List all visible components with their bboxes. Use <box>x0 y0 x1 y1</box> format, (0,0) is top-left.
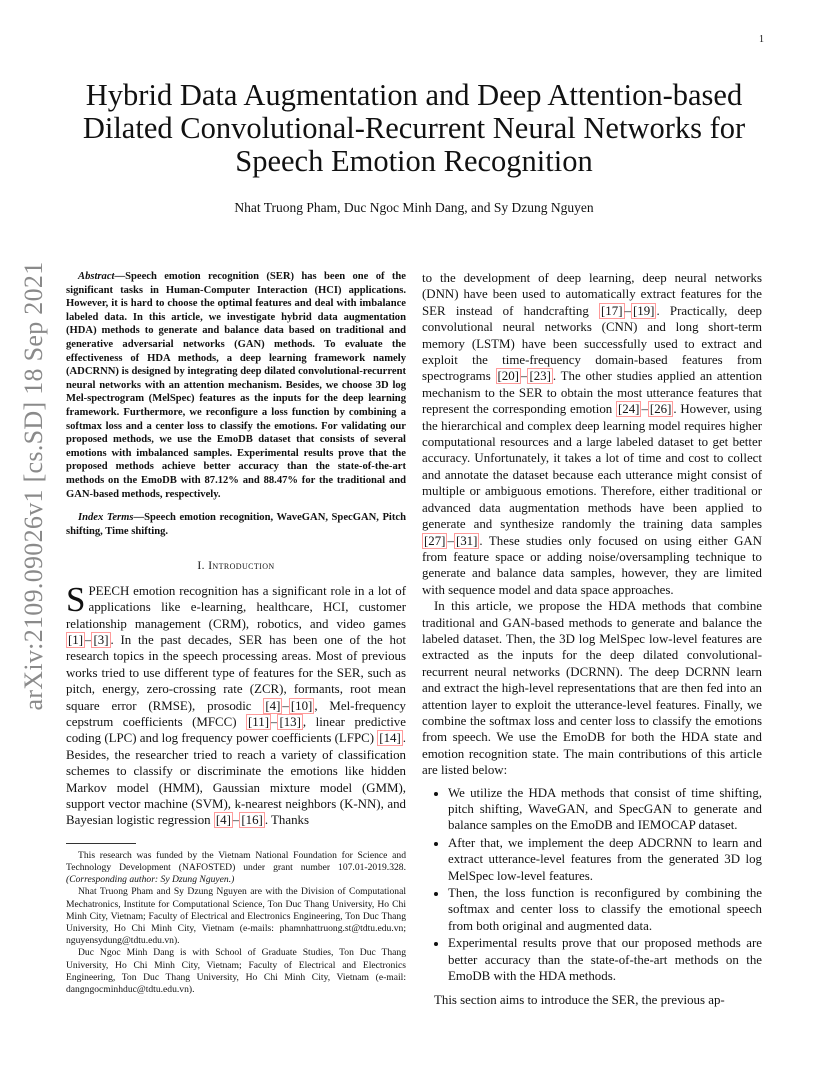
body-text: to the development of deep learning, deep neural networks (DNN) have been used to automatically extract features for the SER instead of handcrafting <box>422 271 762 318</box>
abstract <box>66 270 406 501</box>
section-title: Introduction <box>208 560 275 573</box>
citation-link[interactable]: [31] <box>455 533 478 548</box>
citation-link[interactable]: [16] <box>241 813 263 828</box>
citation-link[interactable]: [23] <box>529 369 551 384</box>
dash: – <box>624 303 631 318</box>
dash: – <box>232 813 240 828</box>
right-paragraph-2: In this article, we propose the HDA methods that combine traditional and GAN-based methods to generate and balance the labeled dataset. Then, the 3D log MelSpec low-level features are extracted as the inputs for the deep dilated convolutional-recurrent neural networks (DCRNN). The deep DCRNN learn and extract the high-level representations that are then fed into an attention layer to exploit the utterance-level features. Finally, we combine the softmax loss and center loss to classify the emotions from speech. We use the EmoDB for both the HDA state and emotion recognition state. The main contributions of this article are listed below: <box>422 599 762 778</box>
intro-text: . In the past decades, SER has been one of the hot research topics in the speech processing areas. Most of previous works tried to use different type of features for the SER, such as pitch, energy, zero-crossing rate (ZCR), formants, root mean square error (RMSE), prosodic <box>66 632 406 713</box>
list-item: • Then, the loss function is reconfigured by combining the softmax and center loss to classify the emotional speech from both original and augmented data. <box>448 885 762 934</box>
citation-link[interactable]: [4] <box>215 813 231 828</box>
abstract-text: —Speech emotion recognition (SER) has been one of the significant tasks in Human-Computer Interaction (HCI) applications. However, it is hard to choose the optimal features and deal with imbalance labeled data. In this article, we investigate hybrid data augmentation (HDA) methods to generate and balance data based on traditional and generative adversarial networks (GAN) methods. To evaluate the effectiveness of HDA methods, a deep learning framework namely (ADCRNN) is designed by integrating deep dilated convolutional-recurrent neural networks with an attention mechanism. Besides, we choose 3D log Mel-spectrogram (MelSpec) features as the inputs for the deep learning framework. Furthermore, we reconfigure a loss function by combining a softmax loss and a center loss to classify the emotions. For validating our proposed methods, we use the EmoDB dataset that consists of several emotions with imbalanced samples. Experimental results prove that the proposed methods achieve better accuracy than the state-of-the-art methods on the EmoDB with 87.12% and 88.47% for the traditional and GAN-based methods, respectively. <box>66 271 406 500</box>
citation-link[interactable]: [1] <box>68 632 84 647</box>
footnote-rule <box>66 843 136 844</box>
body-text: . These studies only focused on using either GAN from feature space or adding noise/oversampling technique to generate and balance data samples, however, they are limited with sequence model and data space approaches. <box>422 533 762 597</box>
intro-text: PEECH emotion recognition has a significant role in a lot of applications like e-learning, healthcare, HCI, customer relationship management (CRM), robotics, and video games <box>66 583 406 631</box>
body-text: . Practically, deep convolutional neural networks (CNN) and long short-term memory (LSTM) have been successfully used to extract and exploit the time-frequency domain-based features from spectrograms <box>422 303 762 384</box>
index-terms <box>66 511 406 538</box>
citation-link[interactable]: [19] <box>632 303 655 318</box>
intro-paragraph <box>66 579 406 829</box>
citation-link[interactable]: [13] <box>279 714 301 729</box>
list-item: • Experimental results prove that our proposed methods are better accuracy than the state-of-the-art methods on the EmoDB with the HDA methods. <box>448 935 762 984</box>
citation-link[interactable]: [27] <box>424 533 446 548</box>
dash: – <box>85 632 92 647</box>
abstract-label: Abstract <box>78 271 115 282</box>
dash: – <box>641 402 648 417</box>
footnote-affiliation-1: Nhat Truong Pham and Sy Dzung Nguyen are with the Division of Computational Mechatronics, Institute for Computational Science, Ton Duc Thang University, Ho Chi Minh City, Vietnam; Faculty of Electrical and Electronics Engineering, Ton Duc Thang University, Ho Chi Minh City, Vietnam (e-mails: phamnhattruong.st@tdtu.edu.vn; nguyensydung@tdtu.edu.vn). <box>66 886 406 947</box>
citation-link[interactable]: [26] <box>649 402 672 417</box>
arxiv-stamp[interactable] <box>16 261 52 711</box>
list-item: • We utilize the HDA methods that consist of time shifting, pitch shifting, WaveGAN, and SpecGAN to generate and balance samples on the EmoDB and IEMOCAP dataset. <box>448 785 762 834</box>
dash: – <box>447 533 454 548</box>
citation-link[interactable]: [14] <box>379 731 401 746</box>
section-number: I. <box>197 560 205 573</box>
index-terms-label: Index Terms <box>78 512 134 524</box>
page-number: 1 <box>759 34 764 45</box>
left-column <box>66 270 406 996</box>
intro-text: , linear predictive coding (LPC) and log frequency power coefficients (LFPC) <box>66 714 406 746</box>
body-text: . However, using the hierarchical and complex deep learning model requires higher computational resources and a large labeled dataset to get better accuracy. Unfortunately, it takes a lot of time and cost to collect and annotate the dataset because each utterance might consist of multiple or ambiguous emotions. Therefore, either traditional or advanced data augmentation methods have been applied to generate and synthesize randomly the training data samples <box>422 402 762 532</box>
citation-link[interactable]: [4] <box>265 698 281 713</box>
citation-link[interactable]: [11] <box>247 714 269 729</box>
citation-link[interactable]: [10] <box>290 698 313 713</box>
dash: – <box>520 369 528 384</box>
contributions-list <box>422 785 762 985</box>
footnote-text: This research was funded by the Vietnam National Foundation for Science and Technology Development (NAFOSTED) under grant number 107.01-2019.328. <box>66 849 406 873</box>
right-paragraph-3: This section aims to introduce the SER, the previous ap- <box>434 993 725 1008</box>
footnote-corresponding: (Corresponding author: Sy Dzung Nguyen.) <box>66 874 235 886</box>
dash: – <box>270 714 278 729</box>
intro-text: , Mel-frequency cepstrum coefficients (MFCC) <box>66 698 406 729</box>
citation-link[interactable]: [17] <box>601 303 623 318</box>
dash: – <box>282 698 289 713</box>
index-terms-text: —Speech emotion recognition, WaveGAN, SpecGAN, Pitch shifting, Time shifting. <box>66 512 406 537</box>
arxiv-stamp-text: arXiv:2109.09026v1 [cs.SD] 18 Sep 2021 <box>19 261 48 711</box>
footnote-affiliation-2: Duc Ngoc Minh Dang is with School of Graduate Studies, Ton Duc Thang University, Ho Chi Minh City, Vietnam; Faculty of Electrical and Electronics Engineering, Ton Duc Thang University, Ho Chi Minh City, Vietnam (e-mail: dangngocminhduc@tdtu.edu.vn). <box>66 947 406 996</box>
footnote-funding <box>66 850 406 887</box>
right-paragraph-1 <box>422 270 762 598</box>
right-column <box>422 270 762 1009</box>
section-heading-introduction <box>66 558 406 574</box>
drop-cap: S <box>66 579 86 619</box>
list-item: • After that, we implement the deep ADCRNN to learn and extract utterance-level features from the generated 3D log MelSpec low-level features. <box>448 835 762 884</box>
citation-link[interactable]: [20] <box>497 369 519 384</box>
intro-text: . Thanks <box>264 813 309 828</box>
paper-title: Hybrid Data Augmentation and Deep Attention-based Dilated Convolutional-Recurrent Neural Networks for Speech Emotion Recognition <box>82 78 746 178</box>
citation-link[interactable]: [3] <box>93 632 109 647</box>
citation-link[interactable]: [24] <box>617 402 640 417</box>
author-list: Nhat Truong Pham, Duc Ngoc Minh Dang, and Sy Dzung Nguyen <box>234 200 594 215</box>
body-text: . The other studies applied an attention mechanism to the SER to obtain the most utterance features that represent the corresponding emotion <box>422 369 763 417</box>
intro-text: . Besides, the researcher tried to reach a variety of classification schemes to classify or discriminate the emotions like hidden Markov model (HMM), Gaussian mixture model (GMM), support vector machine (SVM), k-nearest neighbors (K-NN), and Bayesian logistic regression <box>66 731 406 828</box>
